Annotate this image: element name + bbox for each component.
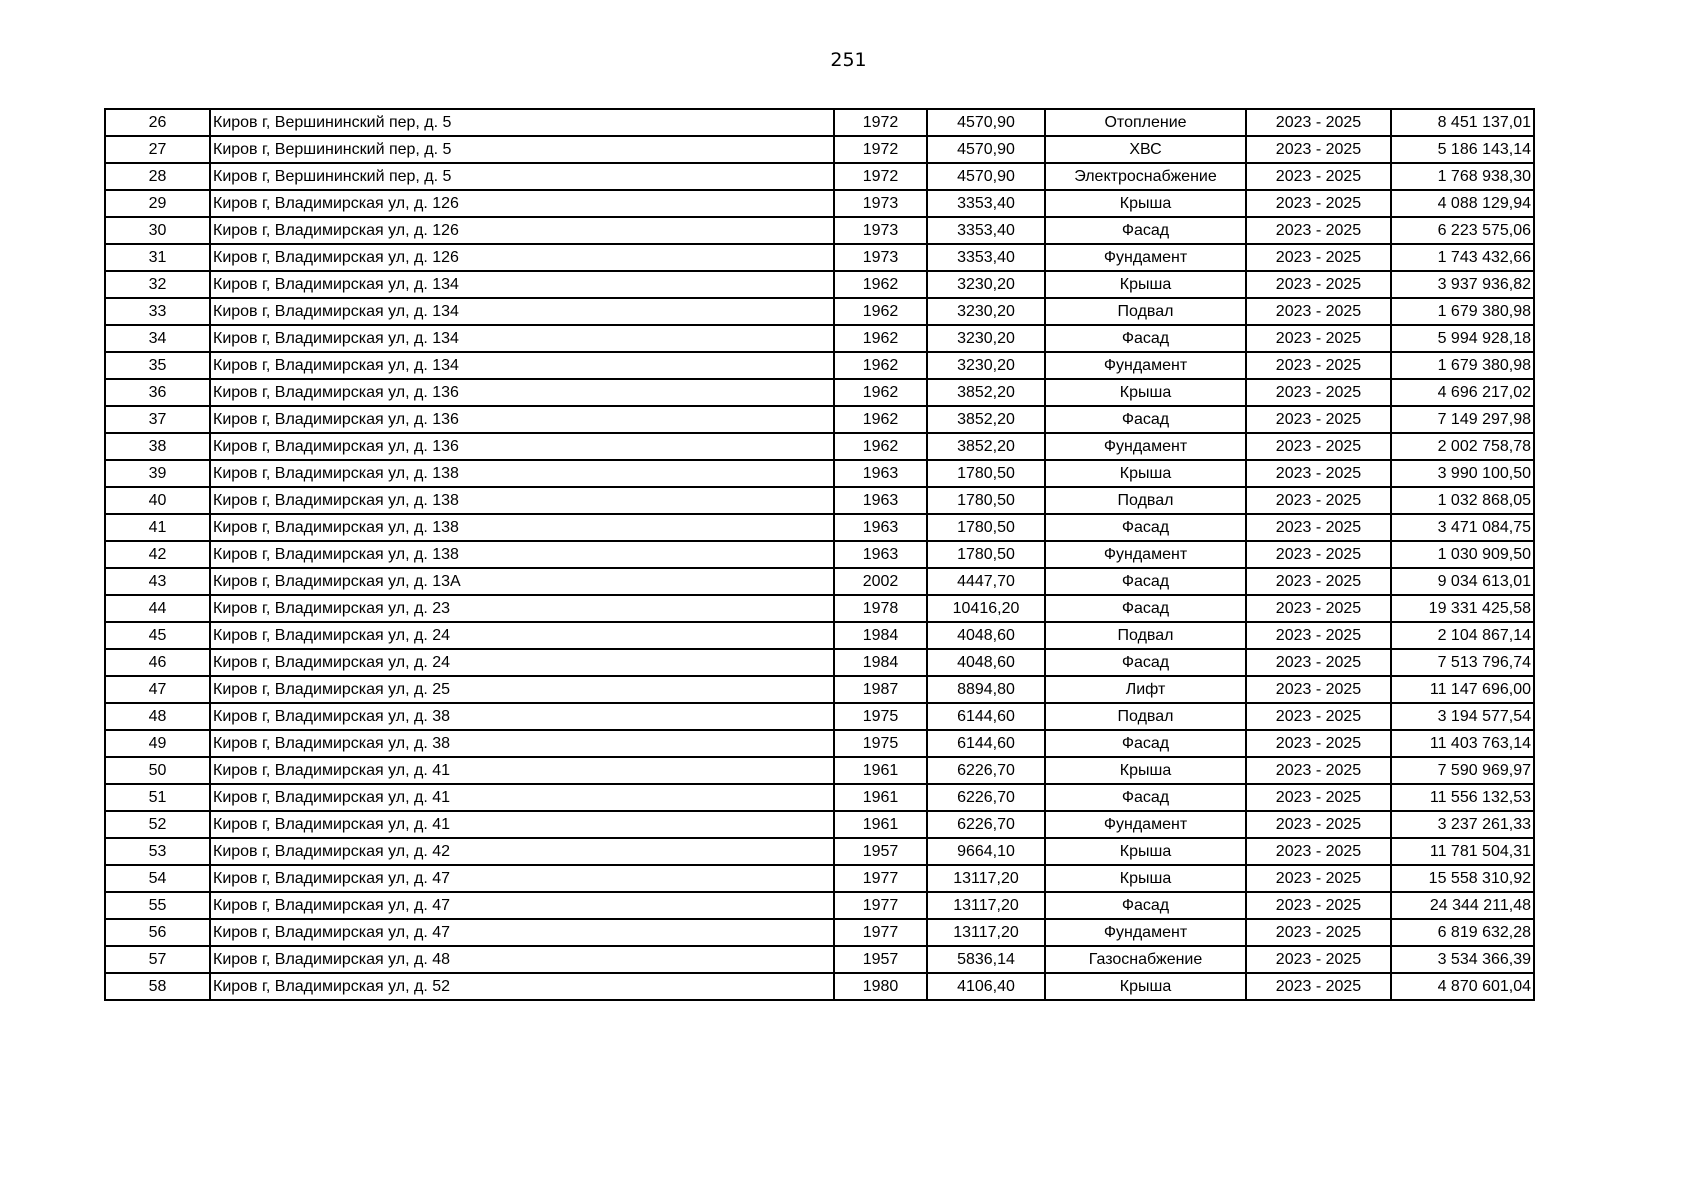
period-cell: 2023 - 2025 xyxy=(1246,622,1391,649)
area-cell: 4048,60 xyxy=(927,622,1045,649)
row-number-cell: 50 xyxy=(105,757,210,784)
work-type-cell: Крыша xyxy=(1045,757,1246,784)
area-cell: 8894,80 xyxy=(927,676,1045,703)
period-cell: 2023 - 2025 xyxy=(1246,109,1391,136)
row-number-cell: 47 xyxy=(105,676,210,703)
address-cell: Киров г, Владимирская ул, д. 48 xyxy=(210,946,834,973)
area-cell: 6144,60 xyxy=(927,703,1045,730)
period-cell: 2023 - 2025 xyxy=(1246,946,1391,973)
table-row xyxy=(105,379,1534,406)
table-row xyxy=(105,919,1534,946)
build-year-cell: 1961 xyxy=(834,811,927,838)
table-row xyxy=(105,298,1534,325)
period-cell: 2023 - 2025 xyxy=(1246,568,1391,595)
address-cell: Киров г, Владимирская ул, д. 47 xyxy=(210,892,834,919)
area-cell: 3353,40 xyxy=(927,217,1045,244)
period-cell: 2023 - 2025 xyxy=(1246,514,1391,541)
row-number-cell: 57 xyxy=(105,946,210,973)
area-cell: 1780,50 xyxy=(927,541,1045,568)
build-year-cell: 1980 xyxy=(834,973,927,1000)
table-row xyxy=(105,136,1534,163)
build-year-cell: 1963 xyxy=(834,514,927,541)
address-cell: Киров г, Владимирская ул, д. 52 xyxy=(210,973,834,1000)
row-number-cell: 45 xyxy=(105,622,210,649)
table-row xyxy=(105,514,1534,541)
work-type-cell: Фундамент xyxy=(1045,541,1246,568)
row-number-cell: 46 xyxy=(105,649,210,676)
build-year-cell: 1962 xyxy=(834,298,927,325)
build-year-cell: 1963 xyxy=(834,487,927,514)
table-row xyxy=(105,973,1534,1000)
period-cell: 2023 - 2025 xyxy=(1246,838,1391,865)
build-year-cell: 1975 xyxy=(834,730,927,757)
period-cell: 2023 - 2025 xyxy=(1246,379,1391,406)
work-type-cell: Фасад xyxy=(1045,784,1246,811)
address-cell: Киров г, Владимирская ул, д. 23 xyxy=(210,595,834,622)
address-cell: Киров г, Владимирская ул, д. 42 xyxy=(210,838,834,865)
cost-cell: 1 030 909,50 xyxy=(1391,541,1534,568)
table-row xyxy=(105,163,1534,190)
table-body xyxy=(105,109,1534,1000)
table-row xyxy=(105,352,1534,379)
period-cell: 2023 - 2025 xyxy=(1246,973,1391,1000)
cost-cell: 24 344 211,48 xyxy=(1391,892,1534,919)
work-type-cell: Фасад xyxy=(1045,568,1246,595)
work-type-cell: ХВС xyxy=(1045,136,1246,163)
period-cell: 2023 - 2025 xyxy=(1246,271,1391,298)
build-year-cell: 1972 xyxy=(834,109,927,136)
area-cell: 9664,10 xyxy=(927,838,1045,865)
row-number-cell: 36 xyxy=(105,379,210,406)
table-row xyxy=(105,217,1534,244)
address-cell: Киров г, Владимирская ул, д. 25 xyxy=(210,676,834,703)
cost-cell: 3 534 366,39 xyxy=(1391,946,1534,973)
cost-cell: 3 471 084,75 xyxy=(1391,514,1534,541)
build-year-cell: 1975 xyxy=(834,703,927,730)
work-type-cell: Крыша xyxy=(1045,460,1246,487)
row-number-cell: 55 xyxy=(105,892,210,919)
cost-cell: 7 590 969,97 xyxy=(1391,757,1534,784)
work-type-cell: Крыша xyxy=(1045,865,1246,892)
cost-cell: 7 149 297,98 xyxy=(1391,406,1534,433)
area-cell: 1780,50 xyxy=(927,514,1045,541)
row-number-cell: 33 xyxy=(105,298,210,325)
table-row xyxy=(105,622,1534,649)
row-number-cell: 44 xyxy=(105,595,210,622)
work-type-cell: Фундамент xyxy=(1045,244,1246,271)
address-cell: Киров г, Владимирская ул, д. 41 xyxy=(210,757,834,784)
row-number-cell: 32 xyxy=(105,271,210,298)
build-year-cell: 1957 xyxy=(834,946,927,973)
cost-cell: 3 237 261,33 xyxy=(1391,811,1534,838)
address-cell: Киров г, Вершининский пер, д. 5 xyxy=(210,136,834,163)
row-number-cell: 37 xyxy=(105,406,210,433)
address-cell: Киров г, Владимирская ул, д. 41 xyxy=(210,811,834,838)
address-cell: Киров г, Владимирская ул, д. 134 xyxy=(210,352,834,379)
row-number-cell: 48 xyxy=(105,703,210,730)
table-row xyxy=(105,892,1534,919)
table-row xyxy=(105,676,1534,703)
row-number-cell: 30 xyxy=(105,217,210,244)
cost-cell: 4 088 129,94 xyxy=(1391,190,1534,217)
work-type-cell: Крыша xyxy=(1045,379,1246,406)
period-cell: 2023 - 2025 xyxy=(1246,190,1391,217)
work-type-cell: Фасад xyxy=(1045,325,1246,352)
area-cell: 10416,20 xyxy=(927,595,1045,622)
work-type-cell: Крыша xyxy=(1045,838,1246,865)
build-year-cell: 1962 xyxy=(834,379,927,406)
area-cell: 6226,70 xyxy=(927,757,1045,784)
row-number-cell: 34 xyxy=(105,325,210,352)
address-cell: Киров г, Владимирская ул, д. 38 xyxy=(210,730,834,757)
cost-cell: 1 032 868,05 xyxy=(1391,487,1534,514)
area-cell: 13117,20 xyxy=(927,919,1045,946)
row-number-cell: 26 xyxy=(105,109,210,136)
cost-cell: 1 679 380,98 xyxy=(1391,352,1534,379)
table-row xyxy=(105,649,1534,676)
table-row xyxy=(105,595,1534,622)
period-cell: 2023 - 2025 xyxy=(1246,325,1391,352)
table-row xyxy=(105,325,1534,352)
table-row xyxy=(105,757,1534,784)
cost-cell: 19 331 425,58 xyxy=(1391,595,1534,622)
table-row xyxy=(105,703,1534,730)
address-cell: Киров г, Владимирская ул, д. 24 xyxy=(210,649,834,676)
work-type-cell: Фасад xyxy=(1045,514,1246,541)
build-year-cell: 1961 xyxy=(834,757,927,784)
period-cell: 2023 - 2025 xyxy=(1246,676,1391,703)
address-cell: Киров г, Владимирская ул, д. 47 xyxy=(210,865,834,892)
period-cell: 2023 - 2025 xyxy=(1246,352,1391,379)
build-year-cell: 1984 xyxy=(834,649,927,676)
build-year-cell: 1972 xyxy=(834,136,927,163)
period-cell: 2023 - 2025 xyxy=(1246,757,1391,784)
build-year-cell: 1978 xyxy=(834,595,927,622)
repair-registry-table xyxy=(104,108,1535,1001)
area-cell: 3852,20 xyxy=(927,406,1045,433)
table-row xyxy=(105,487,1534,514)
build-year-cell: 1957 xyxy=(834,838,927,865)
cost-cell: 4 696 217,02 xyxy=(1391,379,1534,406)
cost-cell: 4 870 601,04 xyxy=(1391,973,1534,1000)
work-type-cell: Электроснабжение xyxy=(1045,163,1246,190)
build-year-cell: 1963 xyxy=(834,541,927,568)
cost-cell: 8 451 137,01 xyxy=(1391,109,1534,136)
address-cell: Киров г, Владимирская ул, д. 13А xyxy=(210,568,834,595)
cost-cell: 1 768 938,30 xyxy=(1391,163,1534,190)
work-type-cell: Подвал xyxy=(1045,703,1246,730)
area-cell: 3230,20 xyxy=(927,271,1045,298)
period-cell: 2023 - 2025 xyxy=(1246,595,1391,622)
period-cell: 2023 - 2025 xyxy=(1246,460,1391,487)
row-number-cell: 51 xyxy=(105,784,210,811)
row-number-cell: 52 xyxy=(105,811,210,838)
build-year-cell: 1962 xyxy=(834,325,927,352)
row-number-cell: 53 xyxy=(105,838,210,865)
cost-cell: 6 223 575,06 xyxy=(1391,217,1534,244)
cost-cell: 5 994 928,18 xyxy=(1391,325,1534,352)
table-row xyxy=(105,838,1534,865)
cost-cell: 3 937 936,82 xyxy=(1391,271,1534,298)
period-cell: 2023 - 2025 xyxy=(1246,487,1391,514)
cost-cell: 6 819 632,28 xyxy=(1391,919,1534,946)
work-type-cell: Фундамент xyxy=(1045,811,1246,838)
address-cell: Киров г, Владимирская ул, д. 47 xyxy=(210,919,834,946)
work-type-cell: Газоснабжение xyxy=(1045,946,1246,973)
area-cell: 1780,50 xyxy=(927,487,1045,514)
work-type-cell: Фасад xyxy=(1045,649,1246,676)
cost-cell: 11 147 696,00 xyxy=(1391,676,1534,703)
address-cell: Киров г, Владимирская ул, д. 134 xyxy=(210,271,834,298)
table-row xyxy=(105,460,1534,487)
build-year-cell: 1977 xyxy=(834,892,927,919)
build-year-cell: 1962 xyxy=(834,406,927,433)
table-row xyxy=(105,811,1534,838)
address-cell: Киров г, Владимирская ул, д. 136 xyxy=(210,406,834,433)
table-row xyxy=(105,568,1534,595)
row-number-cell: 35 xyxy=(105,352,210,379)
area-cell: 4447,70 xyxy=(927,568,1045,595)
area-cell: 4106,40 xyxy=(927,973,1045,1000)
area-cell: 3230,20 xyxy=(927,352,1045,379)
period-cell: 2023 - 2025 xyxy=(1246,811,1391,838)
cost-cell: 11 403 763,14 xyxy=(1391,730,1534,757)
work-type-cell: Фундамент xyxy=(1045,433,1246,460)
table-row xyxy=(105,190,1534,217)
address-cell: Киров г, Владимирская ул, д. 126 xyxy=(210,244,834,271)
address-cell: Киров г, Владимирская ул, д. 38 xyxy=(210,703,834,730)
work-type-cell: Подвал xyxy=(1045,487,1246,514)
period-cell: 2023 - 2025 xyxy=(1246,406,1391,433)
period-cell: 2023 - 2025 xyxy=(1246,649,1391,676)
address-cell: Киров г, Владимирская ул, д. 134 xyxy=(210,298,834,325)
build-year-cell: 1984 xyxy=(834,622,927,649)
work-type-cell: Крыша xyxy=(1045,190,1246,217)
area-cell: 4570,90 xyxy=(927,136,1045,163)
work-type-cell: Фасад xyxy=(1045,892,1246,919)
area-cell: 4048,60 xyxy=(927,649,1045,676)
row-number-cell: 43 xyxy=(105,568,210,595)
table-row xyxy=(105,784,1534,811)
row-number-cell: 31 xyxy=(105,244,210,271)
build-year-cell: 1961 xyxy=(834,784,927,811)
table-row xyxy=(105,946,1534,973)
address-cell: Киров г, Владимирская ул, д. 41 xyxy=(210,784,834,811)
cost-cell: 3 990 100,50 xyxy=(1391,460,1534,487)
row-number-cell: 49 xyxy=(105,730,210,757)
build-year-cell: 1977 xyxy=(834,919,927,946)
area-cell: 3230,20 xyxy=(927,298,1045,325)
period-cell: 2023 - 2025 xyxy=(1246,784,1391,811)
work-type-cell: Крыша xyxy=(1045,271,1246,298)
work-type-cell: Фасад xyxy=(1045,595,1246,622)
address-cell: Киров г, Владимирская ул, д. 138 xyxy=(210,487,834,514)
build-year-cell: 2002 xyxy=(834,568,927,595)
cost-cell: 7 513 796,74 xyxy=(1391,649,1534,676)
work-type-cell: Отопление xyxy=(1045,109,1246,136)
area-cell: 1780,50 xyxy=(927,460,1045,487)
cost-cell: 11 556 132,53 xyxy=(1391,784,1534,811)
area-cell: 3353,40 xyxy=(927,244,1045,271)
period-cell: 2023 - 2025 xyxy=(1246,541,1391,568)
address-cell: Киров г, Вершининский пер, д. 5 xyxy=(210,109,834,136)
build-year-cell: 1977 xyxy=(834,865,927,892)
period-cell: 2023 - 2025 xyxy=(1246,919,1391,946)
address-cell: Киров г, Владимирская ул, д. 24 xyxy=(210,622,834,649)
period-cell: 2023 - 2025 xyxy=(1246,136,1391,163)
work-type-cell: Фасад xyxy=(1045,730,1246,757)
row-number-cell: 29 xyxy=(105,190,210,217)
area-cell: 3852,20 xyxy=(927,379,1045,406)
build-year-cell: 1987 xyxy=(834,676,927,703)
area-cell: 6144,60 xyxy=(927,730,1045,757)
build-year-cell: 1962 xyxy=(834,433,927,460)
period-cell: 2023 - 2025 xyxy=(1246,244,1391,271)
work-type-cell: Фасад xyxy=(1045,406,1246,433)
area-cell: 6226,70 xyxy=(927,811,1045,838)
area-cell: 13117,20 xyxy=(927,892,1045,919)
period-cell: 2023 - 2025 xyxy=(1246,892,1391,919)
row-number-cell: 39 xyxy=(105,460,210,487)
work-type-cell: Крыша xyxy=(1045,973,1246,1000)
area-cell: 3230,20 xyxy=(927,325,1045,352)
area-cell: 6226,70 xyxy=(927,784,1045,811)
period-cell: 2023 - 2025 xyxy=(1246,865,1391,892)
row-number-cell: 41 xyxy=(105,514,210,541)
address-cell: Киров г, Владимирская ул, д. 126 xyxy=(210,217,834,244)
period-cell: 2023 - 2025 xyxy=(1246,163,1391,190)
work-type-cell: Подвал xyxy=(1045,298,1246,325)
build-year-cell: 1963 xyxy=(834,460,927,487)
cost-cell: 3 194 577,54 xyxy=(1391,703,1534,730)
address-cell: Киров г, Владимирская ул, д. 138 xyxy=(210,514,834,541)
work-type-cell: Фасад xyxy=(1045,217,1246,244)
work-type-cell: Фундамент xyxy=(1045,352,1246,379)
area-cell: 4570,90 xyxy=(927,163,1045,190)
work-type-cell: Подвал xyxy=(1045,622,1246,649)
area-cell: 4570,90 xyxy=(927,109,1045,136)
row-number-cell: 40 xyxy=(105,487,210,514)
row-number-cell: 56 xyxy=(105,919,210,946)
address-cell: Киров г, Вершининский пер, д. 5 xyxy=(210,163,834,190)
work-type-cell: Лифт xyxy=(1045,676,1246,703)
table-row xyxy=(105,109,1534,136)
area-cell: 3353,40 xyxy=(927,190,1045,217)
cost-cell: 5 186 143,14 xyxy=(1391,136,1534,163)
table-row xyxy=(105,406,1534,433)
area-cell: 3852,20 xyxy=(927,433,1045,460)
cost-cell: 9 034 613,01 xyxy=(1391,568,1534,595)
cost-cell: 1 743 432,66 xyxy=(1391,244,1534,271)
cost-cell: 1 679 380,98 xyxy=(1391,298,1534,325)
build-year-cell: 1973 xyxy=(834,244,927,271)
table-row xyxy=(105,433,1534,460)
address-cell: Киров г, Владимирская ул, д. 138 xyxy=(210,460,834,487)
build-year-cell: 1972 xyxy=(834,163,927,190)
address-cell: Киров г, Владимирская ул, д. 134 xyxy=(210,325,834,352)
row-number-cell: 27 xyxy=(105,136,210,163)
table-row xyxy=(105,730,1534,757)
row-number-cell: 42 xyxy=(105,541,210,568)
cost-cell: 11 781 504,31 xyxy=(1391,838,1534,865)
period-cell: 2023 - 2025 xyxy=(1246,730,1391,757)
period-cell: 2023 - 2025 xyxy=(1246,433,1391,460)
row-number-cell: 58 xyxy=(105,973,210,1000)
address-cell: Киров г, Владимирская ул, д. 136 xyxy=(210,379,834,406)
table-row xyxy=(105,865,1534,892)
cost-cell: 2 002 758,78 xyxy=(1391,433,1534,460)
page-number: 251 xyxy=(830,49,867,71)
build-year-cell: 1973 xyxy=(834,190,927,217)
cost-cell: 15 558 310,92 xyxy=(1391,865,1534,892)
address-cell: Киров г, Владимирская ул, д. 136 xyxy=(210,433,834,460)
period-cell: 2023 - 2025 xyxy=(1246,703,1391,730)
build-year-cell: 1973 xyxy=(834,217,927,244)
table-row xyxy=(105,271,1534,298)
period-cell: 2023 - 2025 xyxy=(1246,217,1391,244)
row-number-cell: 28 xyxy=(105,163,210,190)
cost-cell: 2 104 867,14 xyxy=(1391,622,1534,649)
table-row xyxy=(105,244,1534,271)
table-row xyxy=(105,541,1534,568)
address-cell: Киров г, Владимирская ул, д. 138 xyxy=(210,541,834,568)
work-type-cell: Фундамент xyxy=(1045,919,1246,946)
area-cell: 13117,20 xyxy=(927,865,1045,892)
area-cell: 5836,14 xyxy=(927,946,1045,973)
address-cell: Киров г, Владимирская ул, д. 126 xyxy=(210,190,834,217)
build-year-cell: 1962 xyxy=(834,271,927,298)
row-number-cell: 54 xyxy=(105,865,210,892)
build-year-cell: 1962 xyxy=(834,352,927,379)
row-number-cell: 38 xyxy=(105,433,210,460)
period-cell: 2023 - 2025 xyxy=(1246,298,1391,325)
